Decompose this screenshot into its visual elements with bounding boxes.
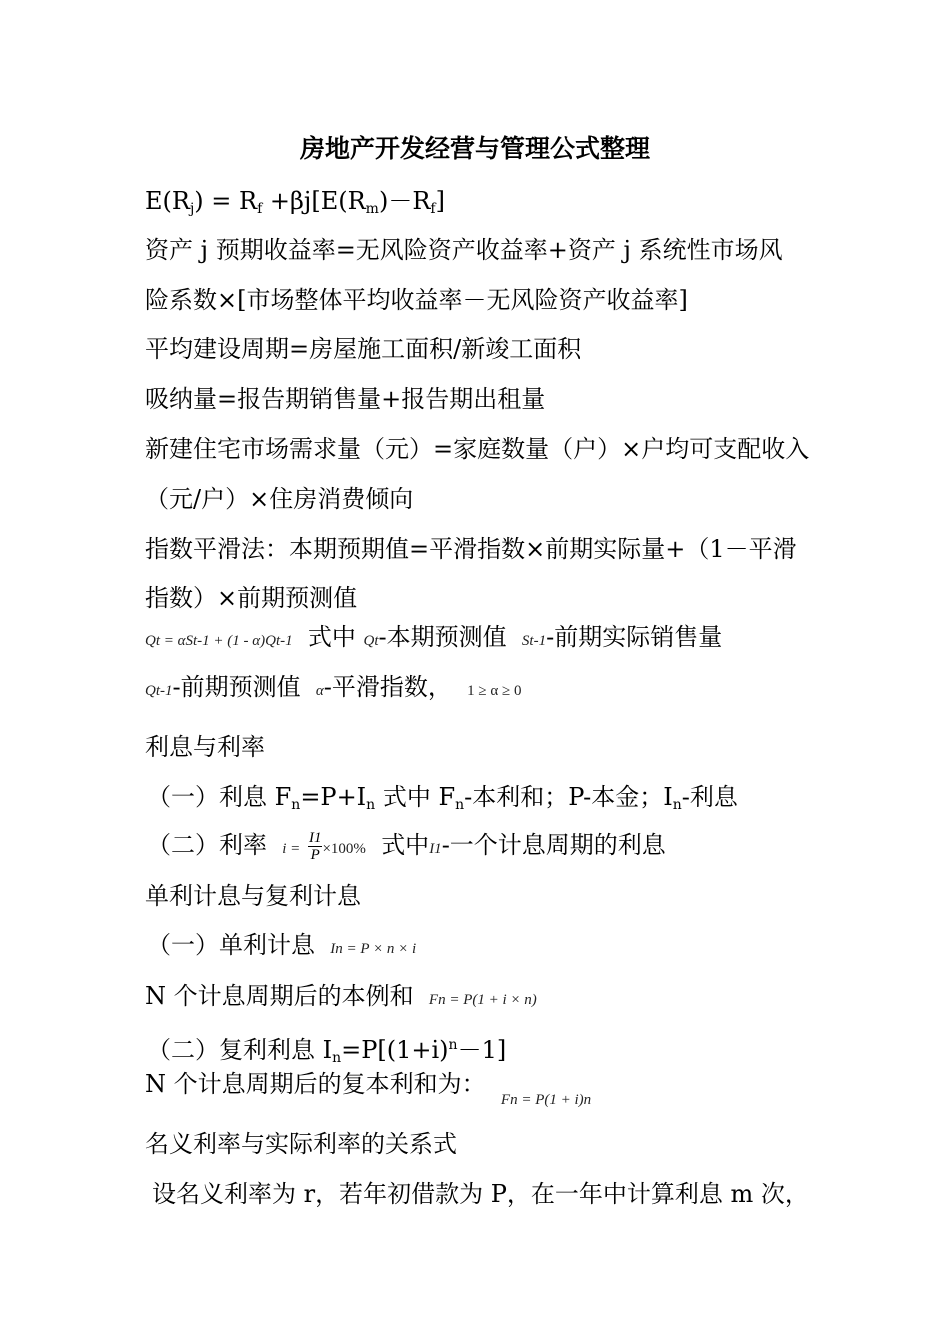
st-symbol: St-1: [521, 633, 547, 649]
rate-numerator: I1: [308, 830, 322, 846]
simple-total-line: [145, 981, 537, 1015]
compound-total-line: [145, 1069, 592, 1108]
interest-rate-line: [147, 830, 666, 864]
simple-total-formula: Fn = P(1 + i × n): [428, 992, 537, 1008]
simple-interest-label: （一）单利计息: [147, 931, 315, 959]
simple-total-label: N 个计息周期后的本例和: [145, 982, 414, 1010]
alpha-description: -平滑指数，: [323, 673, 452, 701]
smoothing-formula: Qt = αSt-1 + (1 - α)Qt-1: [145, 633, 293, 649]
nominal-heading: 名义利率与实际利率的关系式: [145, 1130, 457, 1158]
compound-total-formula: Fn = P(1 + i)n: [500, 1092, 592, 1108]
nominal-text: 设名义利率为 r，若年初借款为 P，在一年中计算利息 m 次，: [152, 1180, 809, 1208]
qt1-description: -前期预测值: [172, 673, 301, 701]
page-title: 房地产开发经营与管理公式整理: [299, 134, 650, 163]
rate-fraction: [308, 830, 323, 863]
simple-interest-formula: In = P × n × i: [330, 941, 417, 957]
rate-lhs: i =: [282, 841, 301, 857]
smoothing-formula-line: [145, 622, 722, 656]
interest-rate-label: （二）利率: [147, 831, 267, 859]
simple-compound-heading: 单利计息与复利计息: [145, 882, 361, 910]
rate-rhs: ×100%: [322, 841, 366, 857]
smoothing-text-2: 指数）×前期预测值: [145, 584, 358, 612]
smoothing-text-1: 指数平滑法：本期预期值=平滑指数×前期实际量+（1－平滑: [145, 535, 797, 563]
rate-symbol: I1: [429, 841, 442, 857]
smoothing-symbols-line: [145, 672, 521, 706]
where-label: 式中: [307, 623, 356, 651]
rate-where: 式中: [381, 831, 430, 859]
qt-description: -本期预测值: [378, 623, 507, 651]
qt1-symbol: Qt-1: [145, 683, 173, 699]
demand-formula-2: （元/户）×住房消费倾向: [145, 485, 414, 513]
absorption-formula: 吸纳量=报告期销售量+报告期出租量: [145, 385, 546, 413]
st-description: -前期实际销售量: [546, 623, 723, 651]
average-period-formula: 平均建设周期=房屋施工面积/新竣工面积: [145, 335, 582, 363]
rate-description: -一个计息周期的利息: [441, 831, 666, 859]
alpha-symbol: α: [315, 683, 324, 699]
capm-text-1: 资产 j 预期收益率=无风险资产收益率+资产 j 系统性市场风: [145, 236, 783, 264]
qt-symbol: Qt: [363, 633, 379, 649]
demand-formula-1: 新建住宅市场需求量（元）=家庭数量（户）×户均可支配收入: [145, 435, 810, 463]
rate-denominator: P: [310, 847, 320, 863]
compound-interest-formula: （二）复利利息 $I_n=P[(1+i)^n-1]$: [147, 1036, 507, 1066]
simple-interest-line: [147, 930, 416, 964]
alpha-range: 1 ≥ α ≥ 0: [467, 683, 522, 699]
interest-heading: 利息与利率: [145, 733, 265, 761]
compound-total-label: N 个计息周期后的复本利和为：: [145, 1070, 486, 1098]
capm-formula: $E(R_j) = R_f +\beta j[E(R_m)-R_f]$: [145, 187, 445, 217]
capm-text-2: 险系数×[市场整体平均收益率－无风险资产收益率]: [145, 286, 688, 314]
interest-formula-1: （一）利息 $F_n=P+I_n$ 式中 $F_n-$本利和；P-本金；$I_n-$利息: [147, 783, 738, 813]
